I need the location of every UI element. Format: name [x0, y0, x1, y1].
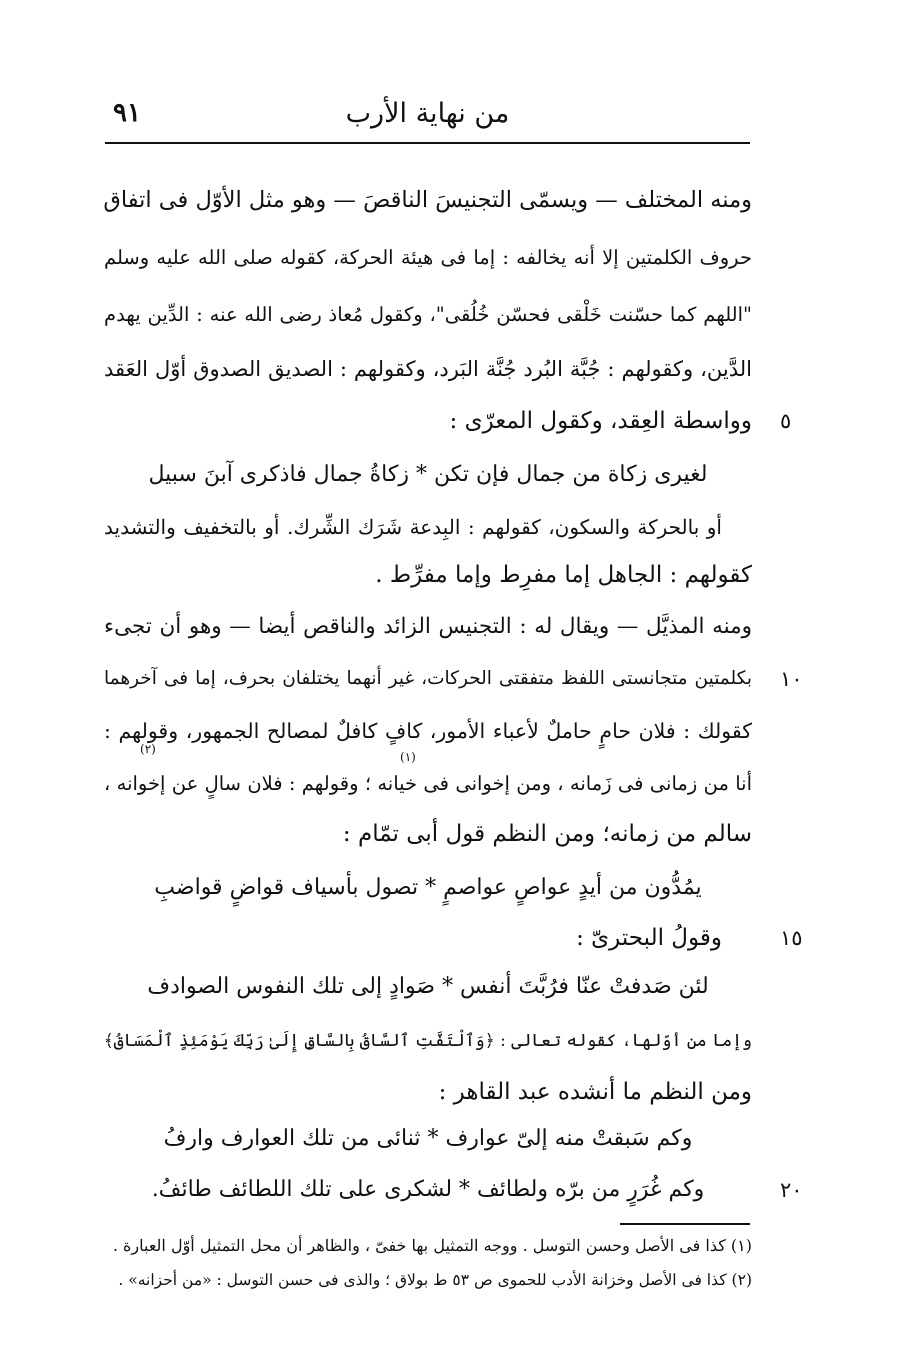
- verse-line-1: لغيرى زكاة من جمال فإن تكن * زكاةُ جمال فاذكرى آبنَ سبيل: [148, 462, 708, 487]
- text-line-4: الدَّين، وكقولهم : جُبَّة البُرد جُنَّة البَرد، وكقولهم : الصديق الصدوق أوّل العَقد: [104, 357, 752, 381]
- page-header: [105, 88, 750, 144]
- text-line-11: كقولك : فلان حامٍ حاملٌ لأعباء الأمور، كافٍ كافلٌ لمصالح الجمهور، وقولهم :: [104, 719, 752, 743]
- text-line-8: كقولهم : الجاهل إما مفرِط وإما مفرِّط .: [375, 562, 752, 588]
- page-number: ٩١: [113, 98, 141, 128]
- line-number-15: ١٥: [780, 926, 803, 950]
- text-line-17: وإما من أوّلها، كقوله تعالى : ﴿وَٱلْتَفَّتِ ٱلسَّاقُ بِالسَّاقِ إِلَىٰ رَبِّكَ يَوْمَئِذٍ ٱلْمَسَاقُ﴾: [103, 1031, 752, 1051]
- text-line-2: حروف الكلمتين إلا أنه يخالفه : إما فى هيئة الحركة، كقوله صلى الله عليه وسلم: [104, 246, 752, 269]
- text-line-10: بكلمتين متجانستى اللفظ متفقتى الحركات، غير أنهما يختلفان بحرف، إما فى آخرهما: [104, 668, 752, 689]
- footnote-1: (١) كذا فى الأصل وحسن التوسل . ووجه التمثيل بها خفىّ ، والظاهر أن محل التمثيل أوّل العبارة .: [112, 1236, 752, 1255]
- line-number-5: ٥: [780, 409, 792, 433]
- text-line-1: ومنه المختلف — ويسمّى التجنيسَ الناقصَ — وهو مثل الأوّل فى اتفاق: [103, 187, 752, 213]
- verse-line-2: يمُدُّون من أيدٍ عواصٍ عواصمٍ * تصول بأسياف قواضٍ قواضبِ: [154, 875, 702, 900]
- text-line-3: "اللهم كما حسّنت خَلْقى فحسّن خُلُقى"، وكقول مُعاذ رضى الله عنه : الدِّين يهدم: [104, 303, 752, 326]
- text-line-12: أنا من زمانى فى زَمانه ، ومن إخوانى فى خيانه ؛ وقولهم : فلان سالٍ عن إخوانه ،: [104, 772, 752, 795]
- text-line-13: سالم من زمانه؛ ومن النظم قول أبى تمّام :: [342, 821, 752, 847]
- verse-line-3: لئن صَدفتْ عنّا فرُبَّتَ أنفس * صَوادٍ إلى تلك النفوس الصوادف: [147, 974, 709, 999]
- footnote-separator: [620, 1223, 750, 1225]
- footnote-marker-1: (١): [400, 750, 416, 764]
- verse-line-5: وكم غُرَرٍ من برّه ولطائف * لشكرى على تلك اللطائف طائفُ.: [151, 1177, 705, 1202]
- text-line-5: وواسطة العِقد، وكقول المعرّى :: [449, 408, 752, 434]
- text-line-9: ومنه المذيَّل — ويقال له : التجنيس الزائد والناقص أيضا — وهو أن تجىء: [104, 614, 752, 639]
- verse-line-4: وكم سَبقتْ منه إلىّ عوارف * ثنائى من تلك العوارف وارفُ: [163, 1126, 693, 1151]
- text-line-18: ومن النظم ما أنشده عبد القاهر :: [438, 1079, 752, 1105]
- text-line-7: أو بالحركة والسكون، كقولهم : البِدعة شَرَك الشِّرك. أو بالتخفيف والتشديد: [104, 515, 722, 539]
- footnote-marker-2: (٢): [140, 742, 156, 756]
- line-number-10: ١٠: [780, 667, 803, 691]
- text-line-15: وقولُ البحترىّ :: [576, 925, 722, 951]
- footnote-2: (٢) كذا فى الأصل وخزانة الأدب للحموى ص ٥٣ ط بولاق ؛ والذى فى حسن التوسل : «من أحزانه» .: [118, 1271, 752, 1289]
- running-title: من نهاية الأرب: [345, 98, 510, 129]
- line-number-20: ٢٠: [780, 1178, 803, 1202]
